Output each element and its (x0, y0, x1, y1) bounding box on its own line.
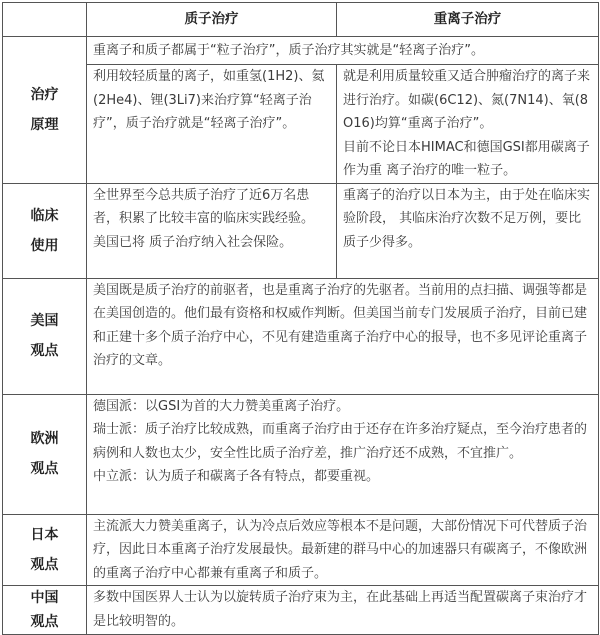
europe-view-neutral: 中立派：认为质子和碳离子各有特点，都要重视。 (93, 469, 380, 484)
clinical-heavy-ion-text: 重离子的治疗以日本为主，由于处在临床实验阶段， 其临床治疗次数不足万例，要比质子少得多。 (337, 183, 599, 278)
row-label-us-view (3, 278, 87, 394)
principle-heavy-ion-text (337, 65, 599, 184)
row-label-line2: 观点 (30, 461, 59, 477)
table-row-europe-view (3, 394, 599, 514)
principle-proton-text (87, 65, 337, 184)
row-label-line2: 观点 (30, 614, 59, 630)
row-label-principle (3, 37, 87, 184)
header-heavy-ion-therapy: 重离子治疗 (337, 3, 599, 37)
europe-view-switzerland: 瑞士派：质子治疗比较成熟，而重离子治疗由于还存在许多治疗疑点，至今治疗患者的病例和人数也太少，安全性比质子治疗差，推广治疗还不成熟，不宜推广。 (93, 422, 588, 461)
table-row-principle-detail (3, 65, 599, 184)
row-label-line1: 日本 (30, 526, 59, 543)
table-row-principle-shared (3, 37, 599, 65)
japan-view-text: 主流派大力赞美重离子，认为冷点后效应等根本不是问题，大部份情况下可代替质子治疗，因此日本重离子治疗发展最快。最新建的群马中心的加速器只有碳离子，不像欧洲的重离子治疗中心都兼有重离子和质子。 (87, 514, 599, 586)
row-label-line1: 临床 (30, 207, 59, 224)
row-label-line2: 原理 (30, 116, 59, 133)
table-row-us-view (3, 278, 599, 394)
row-label-clinical-use (3, 183, 87, 278)
row-label-line1: 美国 (30, 313, 59, 329)
table-row-china-view (3, 586, 599, 635)
principle-shared-text: 重离子和质子都属于“粒子治疗”，质子治疗其实就是“轻离子治疗”。 (87, 37, 599, 65)
principle-proton-paragraph: 利用较轻质量的离子，如重氢(1H2)、氦(2He4)、锂(3Li7)来治疗算“轻离子治疗”，质子治疗就是“轻离子治疗”。 (93, 69, 325, 131)
europe-view-germany: 德国派：以GSI为首的大力赞美重离子治疗。 (93, 398, 350, 414)
china-view-text: 多数中国医界人士认为以旋转质子治疗束为主，在此基础上再适当配置碳离子束治疗才是比较明智的。 (87, 586, 599, 635)
header-corner-cell (3, 3, 87, 37)
row-label-china-view (3, 586, 87, 635)
principle-heavy-ion-paragraph-1: 就是利用质量较重又适合肿瘤治疗的离子来进行治疗。如碳(6C12)、氮(7N14)、氧(8O16)均算“重离子治疗”。 (343, 69, 591, 131)
header-proton-therapy: 质子治疗 (87, 3, 337, 37)
row-label-japan-view (3, 514, 87, 586)
row-label-line1: 欧洲 (30, 431, 59, 447)
table-row-clinical-use (3, 183, 599, 278)
europe-view-text (87, 394, 599, 514)
us-view-text: 美国既是质子治疗的前驱者，也是重离子治疗的先驱者。当前用的点扫描、调强等都是在美国创造的。他们最有资格和权威作判断。但美国当前专门发展质子治疗，目前已建和正建十多个质子治疗中心，不见有建造重离子治疗中心的报导，也不多见评论重离子治疗的文章。 (87, 278, 599, 394)
row-label-europe-view (3, 394, 87, 514)
principle-heavy-ion-paragraph-2: 目前不论日本HIMAC和德国GSI都用碳离子作为重 离子治疗的唯一粒子。 (343, 139, 590, 178)
row-label-line2: 使用 (30, 237, 59, 254)
row-label-line2: 观点 (30, 556, 59, 573)
row-label-line1: 中国 (30, 590, 59, 606)
proton-vs-heavy-ion-table (2, 2, 599, 635)
table-header-row (3, 3, 599, 37)
clinical-proton-text: 全世界至今总共质子治疗了近6万名患者，积累了比较丰富的临床实践经验。 美国已将 质子治疗纳入社会保险。 (87, 183, 337, 278)
row-label-line1: 治疗 (30, 86, 59, 103)
table-row-japan-view (3, 514, 599, 586)
row-label-line2: 观点 (30, 343, 59, 359)
